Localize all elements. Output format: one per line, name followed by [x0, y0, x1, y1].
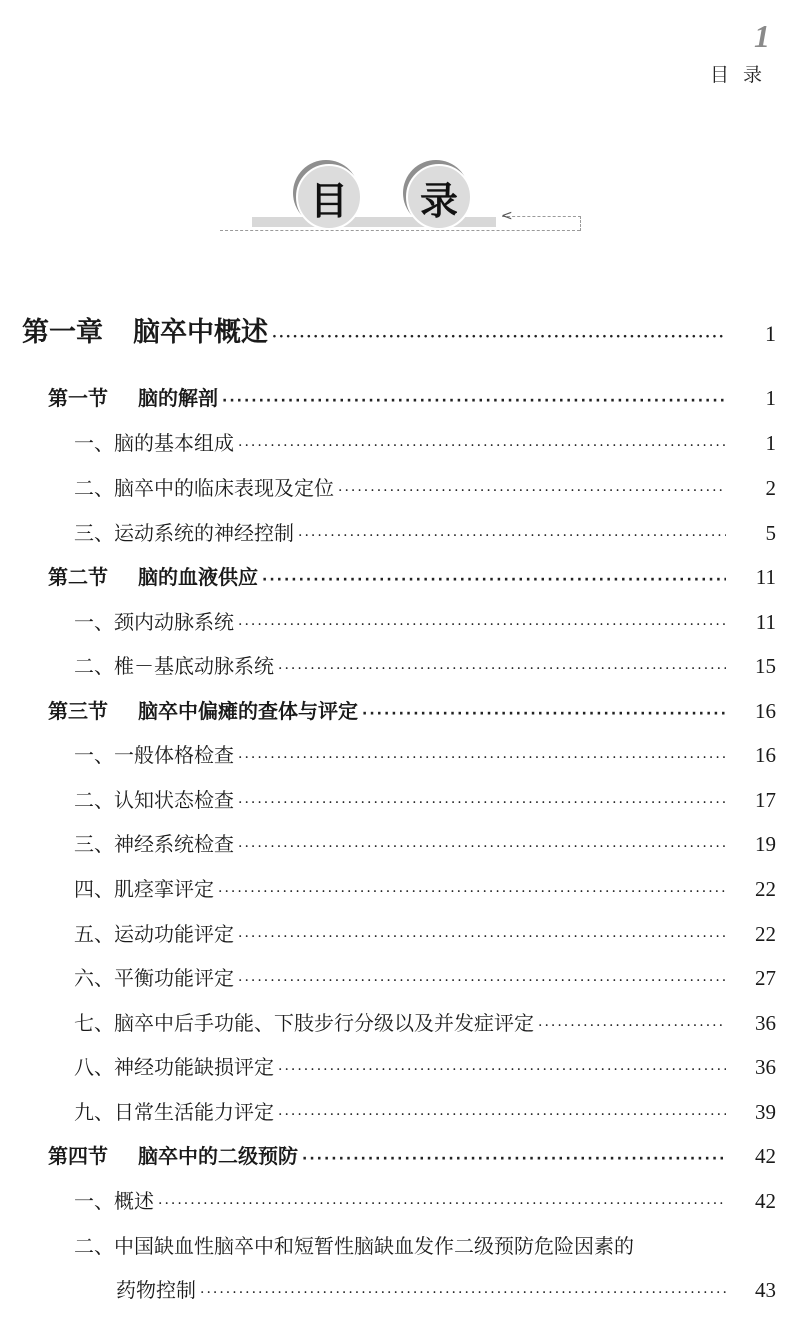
toc-item[interactable] [0, 784, 800, 813]
toc-item[interactable] [0, 828, 800, 857]
toc-entry-title: 二、认知状态检查 [74, 788, 234, 812]
toc-entry-title: 第一节 脑的解剖 [48, 386, 218, 410]
toc-item[interactable] [0, 918, 800, 947]
toc-page-number: 36 [755, 1011, 776, 1035]
toc-item[interactable] [0, 739, 800, 768]
toc-page-number: 27 [755, 966, 776, 990]
toc-entry-title: 第三节 脑卒中偏瘫的查体与评定 [48, 699, 358, 723]
dot-leader [158, 1197, 726, 1211]
toc-item[interactable] [0, 962, 800, 991]
toc-entry-title: 第二节 脑的血液供应 [48, 565, 258, 589]
toc-page-number: 1 [765, 321, 776, 346]
dot-leader [238, 439, 726, 453]
toc-item[interactable] [0, 1007, 800, 1036]
dot-leader [218, 885, 726, 899]
toc-entry-title: 七、脑卒中后手功能、下肢步行分级以及并发症评定 [74, 1011, 534, 1035]
dot-leader [238, 840, 726, 854]
toc-item[interactable] [0, 427, 800, 456]
dot-leader [278, 662, 726, 676]
dot-leader [200, 1286, 726, 1300]
toc-section-4[interactable] [0, 1140, 800, 1169]
toc-entry-title: 八、神经功能缺损评定 [74, 1055, 274, 1079]
toc-item[interactable] [0, 517, 800, 546]
toc-page-number: 15 [755, 654, 776, 678]
dot-leader [238, 930, 726, 944]
toc-entry-title: 第四节 脑卒中的二级预防 [48, 1144, 298, 1168]
dot-leader [338, 484, 726, 498]
toc-page-number: 39 [755, 1100, 776, 1124]
toc-entry-title: 三、神经系统检查 [74, 832, 234, 856]
page-number: 1 [754, 18, 770, 54]
toc-page-number: 36 [755, 1055, 776, 1079]
toc-page-number: 16 [755, 743, 776, 767]
arrow-left-icon: < [501, 208, 513, 224]
toc-page-number: 43 [755, 1278, 776, 1302]
toc-entry-title: 一、一般体格检查 [74, 743, 234, 767]
toc-entry-title: 药物控制 [116, 1278, 196, 1302]
running-head: 目录 [709, 64, 776, 86]
toc-page-number: 16 [755, 699, 776, 723]
dot-leader [272, 330, 726, 344]
toc-item[interactable] [0, 873, 800, 902]
dot-leader [262, 573, 726, 587]
toc-section-2[interactable] [0, 561, 800, 590]
toc-page-number: 42 [755, 1189, 776, 1213]
dot-leader [298, 529, 726, 543]
toc-page-number: 19 [755, 832, 776, 856]
toc-entry-title: 五、运动功能评定 [74, 922, 234, 946]
toc-entry-title: 四、肌痉挛评定 [74, 877, 214, 901]
toc-entry-title: 六、平衡功能评定 [74, 966, 234, 990]
dot-leader [238, 974, 726, 988]
toc-page-number: 22 [755, 877, 776, 901]
toc-entry-title: 三、运动系统的神经控制 [74, 521, 294, 545]
toc-item[interactable] [0, 1185, 800, 1214]
toc-item[interactable] [0, 606, 800, 635]
toc-page-number: 1 [765, 431, 776, 455]
toc-entry-title: 第一章 脑卒中概述 [22, 317, 268, 348]
toc-page-number: 22 [755, 922, 776, 946]
dot-leader [302, 1152, 726, 1166]
toc-item[interactable] [0, 1230, 800, 1259]
toc-page-number: 5 [765, 521, 776, 545]
toc-title-banner [220, 160, 582, 235]
title-badge-lu: 录 [406, 164, 472, 230]
toc-page-number: 42 [755, 1144, 776, 1168]
dot-leader [222, 394, 726, 408]
toc-entry-title: 二、中国缺血性脑卒中和短暂性脑缺血发作二级预防危险因素的 [74, 1234, 634, 1258]
toc-item[interactable] [0, 472, 800, 501]
toc-entry-title: 一、概述 [74, 1189, 154, 1213]
toc-entry-title: 二、脑卒中的临床表现及定位 [74, 476, 334, 500]
toc-entry-title: 二、椎－基底动脉系统 [74, 654, 274, 678]
toc-item[interactable] [0, 1051, 800, 1080]
toc-page-number: 11 [755, 565, 776, 589]
toc-item-continuation[interactable] [0, 1274, 800, 1303]
toc-entry-title: 九、日常生活能力评定 [74, 1100, 274, 1124]
toc-item[interactable] [0, 1096, 800, 1125]
dot-leader [278, 1108, 726, 1122]
dot-leader [362, 707, 726, 721]
dot-leader [238, 796, 726, 810]
toc-page-number: 17 [755, 788, 776, 812]
toc-item[interactable] [0, 650, 800, 679]
dot-leader [278, 1063, 726, 1077]
title-badge-mu: 目 [296, 164, 362, 230]
toc-page-number: 11 [755, 610, 776, 634]
dot-leader [238, 618, 726, 632]
dot-leader [238, 751, 726, 765]
toc-entry-title: 一、脑的基本组成 [74, 431, 234, 455]
toc-page-number: 2 [765, 476, 776, 500]
toc-entry-title: 一、颈内动脉系统 [74, 610, 234, 634]
toc-chapter-1[interactable] [0, 310, 800, 349]
toc-section-3[interactable] [0, 695, 800, 724]
dot-leader [538, 1019, 726, 1033]
toc-section-1[interactable] [0, 382, 800, 411]
toc-page-number: 1 [765, 386, 776, 410]
banner-dashed-box [502, 216, 581, 231]
